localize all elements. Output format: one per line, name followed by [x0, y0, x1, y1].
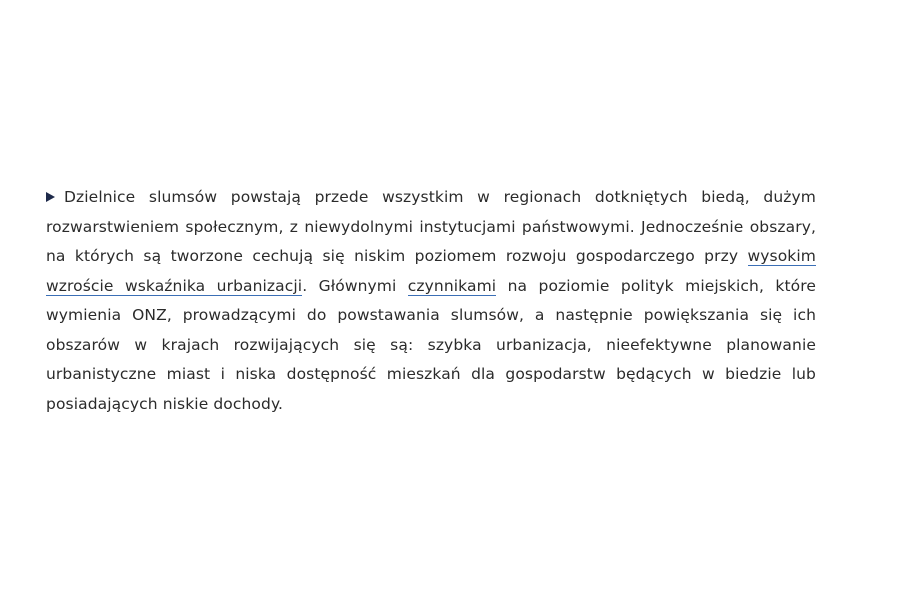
paragraph-text-part3: na poziomie polityk miejskich, które wymienia ONZ, prowadzącymi do powstawania slumsów, a następnie powiększania się ich obszarów w krajach rozwijających się są: szybka urbanizacja, nieefektywne planowanie urbanistyczne miast i niska dostępność mieszkań dla gospodarstw będących w biedzie lub posiadających niskie dochody. — [46, 276, 816, 413]
body-paragraph — [46, 183, 816, 419]
link-wzrost-urbanizacji[interactable]: wysokim wzroście wskaźnika urbanizacji — [46, 247, 816, 295]
paragraph-text-part1: Dzielnice slumsów powstają przede wszystkim w regionach dotkniętych biedą, dużym rozwarstwieniem społecznym, z niewydolnymi instytucjami państwowymi. Jednocześnie obszary, na których są tworzone cechują się niskim poziomem rozwoju gospodarczego przy — [46, 188, 816, 265]
paragraph-text-part2: . Głównymi — [302, 276, 408, 295]
link-czynniki[interactable]: czynnikami — [407, 276, 497, 295]
triangle-right-icon[interactable] — [46, 192, 55, 202]
